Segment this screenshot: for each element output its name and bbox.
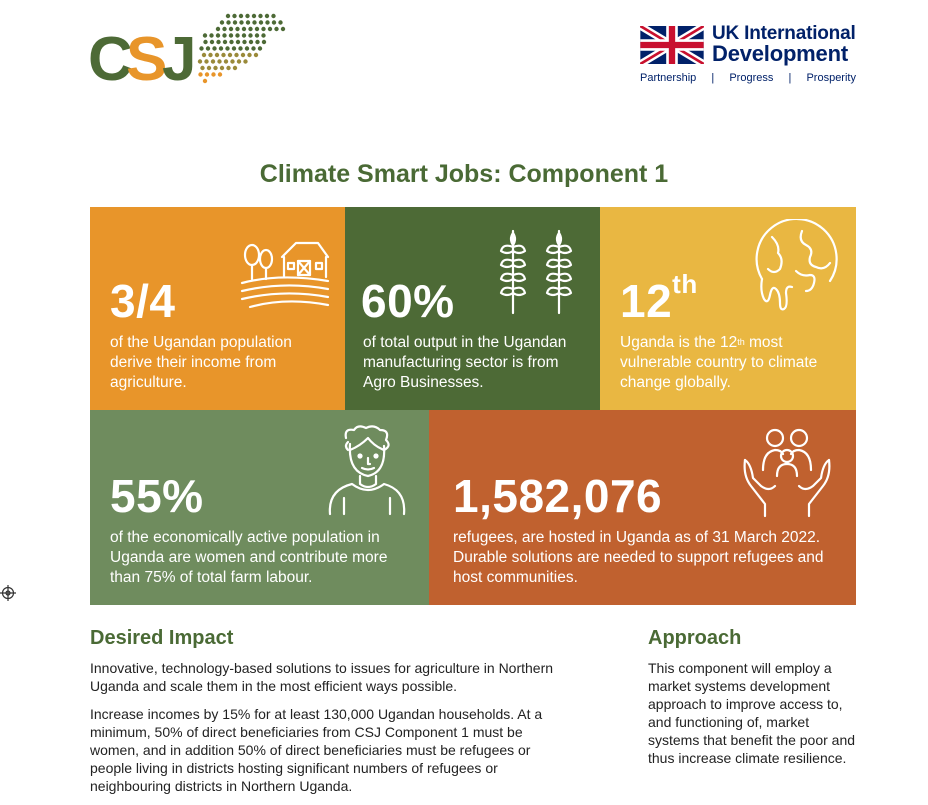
logo-dot [229, 40, 233, 44]
logo-dot [232, 46, 236, 50]
melting-globe-icon [750, 219, 842, 319]
page-title: Climate Smart Jobs: Component 1 [259, 160, 669, 188]
logo-dot [261, 33, 265, 37]
logo-dot [211, 72, 215, 76]
logo-dot [245, 14, 249, 18]
partner-title [712, 24, 856, 64]
tagline-separator: | [788, 72, 792, 84]
desired-impact-paragraph-1: Innovative, technology-based solutions to issues for agriculture in Northern Uganda and scale them in the most efficient ways possible. [90, 660, 554, 694]
stat-tile-agriculture [90, 207, 345, 410]
uk-international-development-logo [640, 24, 860, 88]
stat-value: 60% [361, 275, 455, 327]
tagline-prosperity: Prosperity [806, 72, 856, 84]
logo-dot [209, 33, 213, 37]
stat-value: 1,582,076 [453, 470, 663, 522]
stat-description-start: Uganda is the 12 [620, 334, 738, 351]
csj-logo [88, 8, 298, 100]
tagline-partnership: Partnership [640, 72, 697, 84]
logo-dot [262, 40, 266, 44]
logo-dot [248, 27, 252, 31]
logo-dot [235, 33, 239, 37]
logo-dot [239, 14, 243, 18]
logo-dot [220, 20, 224, 24]
stat-value [620, 269, 698, 327]
logo-dot [222, 27, 226, 31]
logo-dot [252, 14, 256, 18]
logo-dot [216, 27, 220, 31]
logo-dot [212, 46, 216, 50]
logo-dot [239, 20, 243, 24]
logo-dot [203, 33, 207, 37]
logo-dot [216, 33, 220, 37]
logo-dot [226, 20, 230, 24]
logo-dot [242, 40, 246, 44]
logo-dot [230, 59, 234, 63]
logo-dot [274, 27, 278, 31]
logo-dot [246, 20, 250, 24]
stat-value-number: 12 [620, 275, 673, 327]
stat-description: of the economically active population in Uganda are women and contribute more than 75% of total farm labour. [110, 529, 388, 586]
logo-dot [258, 46, 262, 50]
logo-dot [213, 66, 217, 70]
logo-dot [199, 46, 203, 50]
logo-dot [243, 59, 247, 63]
logo-dot [255, 40, 259, 44]
logo-dot [255, 33, 259, 37]
stat-tile-climate-vulnerability [600, 207, 856, 410]
stat-description-sup: th [737, 337, 745, 347]
logo-dot [207, 66, 211, 70]
svg-text:J: J [162, 25, 191, 94]
logo-dot [251, 46, 255, 50]
logo-dot [238, 46, 242, 50]
logo-dot [211, 59, 215, 63]
farm-icon [240, 233, 330, 313]
stat-tile-women [90, 410, 429, 605]
stat-description [620, 333, 840, 393]
logo-dot [226, 66, 230, 70]
logo-dot [224, 59, 228, 63]
approach-paragraph: This component will employ a market systems development approach to improve access to, and functioning of, market systems that benefit the poor and thus increase climate resilience. [648, 660, 856, 766]
logo-dot [259, 20, 263, 24]
logo-dot [203, 79, 207, 83]
logo-dot [261, 27, 265, 31]
stat-description-end: most vulnerable country to climate change globally. [620, 334, 818, 391]
logo-dot [206, 46, 210, 50]
logo-dot [235, 27, 239, 31]
logo-dot [278, 20, 282, 24]
logo-dot [268, 27, 272, 31]
logo-dot [217, 59, 221, 63]
logo-dot [203, 40, 207, 44]
logo-dot [247, 53, 251, 57]
logo-dot [210, 40, 214, 44]
logo-dot [255, 27, 259, 31]
logo-dot [234, 53, 238, 57]
logo-dot [205, 72, 209, 76]
logo-dot [242, 27, 246, 31]
logo-dot [241, 53, 245, 57]
logo-dot [208, 53, 212, 57]
logo-dot [223, 40, 227, 44]
svg-text:S: S [126, 25, 162, 94]
partner-title-line2: Development [712, 41, 848, 66]
logo-dot [229, 27, 233, 31]
desired-impact-paragraph-2: Increase incomes by 15% for at least 130,000 Ugandan households. At a minimum, 50% of direct beneficiaries from CSJ Component 1 must be women, and in addition 50% of direct beneficiaries must be refugees or people living in districts hosting significant numbers of refugees or neighbouring districts in Northern Uganda. [90, 706, 543, 794]
stat-description: refugees, are hosted in Uganda as of 31 March 2022. Durable solutions are needed to support refugees and host communities. [453, 529, 824, 586]
logo-dot [271, 14, 275, 18]
stat-tile-refugees [429, 410, 856, 605]
stat-value-suffix: th [672, 269, 698, 299]
logo-dot [198, 59, 202, 63]
logo-dot [245, 46, 249, 50]
stat-value: 55% [110, 470, 204, 522]
logo-dot [232, 14, 236, 18]
tagline-progress: Progress [729, 72, 774, 84]
logo-dot [233, 66, 237, 70]
logo-dot [272, 20, 276, 24]
logo-dot [258, 14, 262, 18]
family-hands-icon [741, 424, 833, 518]
logo-dot [242, 33, 246, 37]
union-flag-icon [640, 26, 704, 64]
logo-dot [225, 46, 229, 50]
logo-dot [221, 53, 225, 57]
logo-dot [265, 20, 269, 24]
logo-dot [219, 46, 223, 50]
logo-dot [222, 33, 226, 37]
stat-description: of total output in the Ugandan manufacturing sector is from Agro Businesses. [363, 334, 567, 391]
logo-dot [216, 40, 220, 44]
logo-dot [249, 40, 253, 44]
logo-dot [254, 53, 258, 57]
logo-dot [236, 40, 240, 44]
partner-title-line1: UK International [712, 23, 856, 44]
logo-dot [200, 66, 204, 70]
svg-text:C: C [88, 25, 127, 94]
logo-dot [202, 53, 206, 57]
logo-dot [229, 33, 233, 37]
stat-description: of the Ugandan population derive their income from agriculture. [110, 334, 292, 391]
stat-value: 3/4 [110, 275, 176, 327]
logo-dot [252, 20, 256, 24]
tagline-separator: | [711, 72, 715, 84]
logo-dot [265, 14, 269, 18]
logo-dot [218, 72, 222, 76]
woman-icon [322, 424, 412, 516]
logo-dot [233, 20, 237, 24]
logo-dot [215, 53, 219, 57]
logo-dot [248, 33, 252, 37]
approach-heading: Approach [648, 627, 742, 649]
crosshair-icon [0, 585, 16, 601]
logo-dot [228, 53, 232, 57]
logo-dot [237, 59, 241, 63]
logo-dot [198, 72, 202, 76]
logo-dot [281, 27, 285, 31]
logo-dot [226, 14, 230, 18]
stat-tile-agro-business [345, 207, 600, 410]
partner-tagline [640, 72, 856, 84]
logo-dot [220, 66, 224, 70]
wheat-icon [493, 225, 581, 317]
logo-dot [204, 59, 208, 63]
desired-impact-heading: Desired Impact [90, 627, 234, 649]
